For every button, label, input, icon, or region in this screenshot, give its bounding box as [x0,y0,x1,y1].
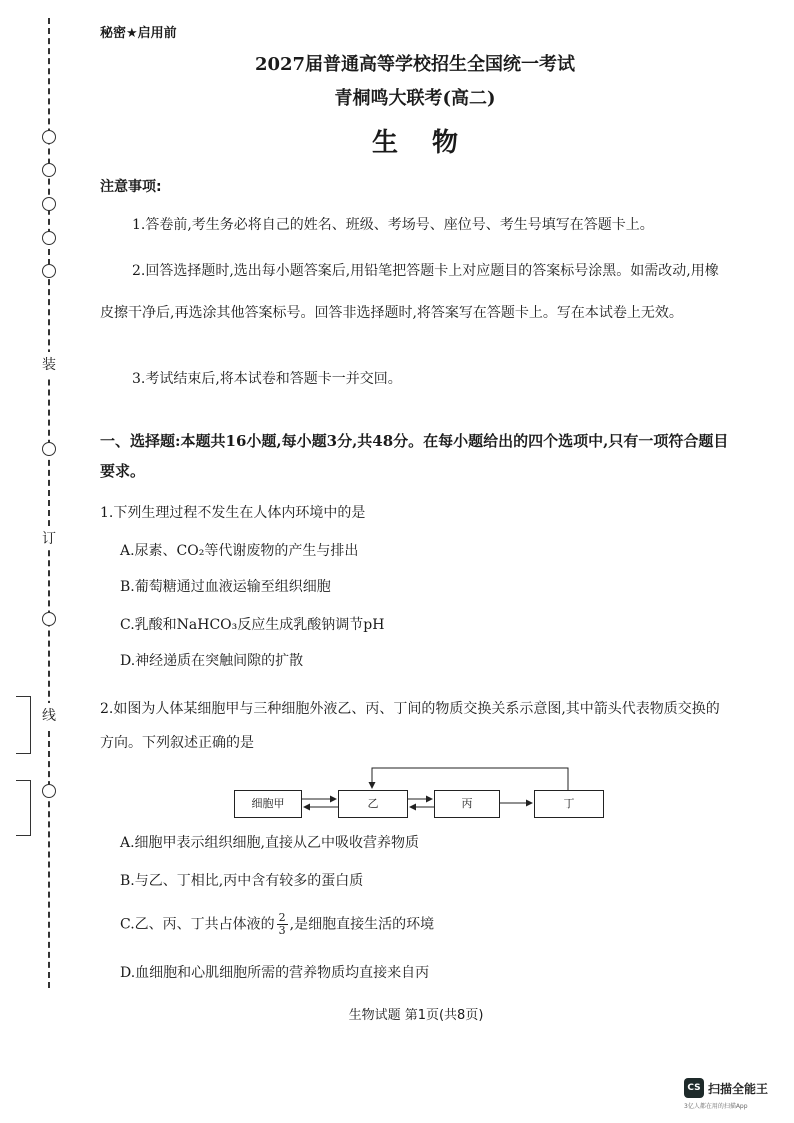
question-2-option-a: A.细胞甲表示组织细胞,直接从乙中吸收营养物质 [120,835,420,851]
notice-item-1: 1.答卷前,考生务必将自己的姓名、班级、考场号、座位号、考生号填写在答题卡上。 [132,217,654,233]
exchange-diagram [230,760,610,820]
box-cell-jia: 细胞甲 [234,790,302,818]
question-1-stem: 1.下列生理过程不发生在人体内环境中的是 [100,505,366,521]
binding-hole [42,612,56,626]
scanner-name: 扫描全能王 [708,1082,769,1096]
question-1-option-d: D.神经递质在突触间隙的扩散 [120,653,304,669]
scanner-tagline: 3亿人都在用的扫描App [684,1103,748,1110]
binding-hole [42,784,56,798]
question-2-option-d: D.血细胞和心肌细胞所需的营养物质均直接来自丙 [120,965,430,981]
arrow-ding-to-yi [372,768,568,790]
box-ding: 丁 [534,790,604,818]
secret-label: 秘密★启用前 [100,26,177,41]
notice-heading: 注意事项: [100,179,162,195]
binding-bracket [16,696,31,754]
question-1-option-c: C.乳酸和NaHCO₃反应生成乳酸钠调节pH [120,617,385,633]
fraction-two-thirds [277,912,288,937]
binding-hole [42,130,56,144]
box-bing: 丙 [434,790,500,818]
question-2-option-b: B.与乙、丁相比,丙中含有较多的蛋白质 [120,873,364,889]
binding-char-zhuang: 装 [42,352,56,376]
page-footer: 生物试题 第1页(共8页) [348,1008,484,1023]
subject-title: 生物 [371,128,492,158]
question-2-stem: 2.如图为人体某细胞甲与三种细胞外液乙、丙、丁间的物质交换关系示意图,其中箭头代表物质交换的方向。下列叙述正确的是 [100,701,720,751]
section-heading: 一、选择题:本题共16小题,每小题3分,共48分。在每小题给出的四个选项中,只有一项符合题目要求。 [100,432,729,480]
binding-char-xian: 线 [42,703,56,727]
exam-subtitle: 青桐鸣大联考(高二) [334,88,496,109]
notice-item-2: 2.回答选择题时,选出每小题答案后,用铅笔把答题卡上对应题目的答案标号涂黑。如需改动,用橡皮擦干净后,再选涂其他答案标号。回答非选择题时,将答案写在答题卡上。写在本试卷上无效。 [100,263,719,321]
scanner-badge [684,1078,784,1112]
binding-hole [42,163,56,177]
box-yi: 乙 [338,790,408,818]
notice-item-3: 3.考试结束后,将本试卷和答题卡一并交回。 [132,371,402,387]
option-c-text-post: ,是细胞直接生活的环境 [289,916,435,933]
question-1-option-b: B.葡萄糖通过血液运输至组织细胞 [120,579,331,595]
binding-hole [42,442,56,456]
binding-char-ding: 订 [42,526,56,550]
camscanner-logo-icon: CS [684,1078,704,1098]
exam-title: 2027届普通高等学校招生全国统一考试 [254,54,576,75]
binding-hole [42,197,56,211]
fraction-denominator: 3 [278,924,286,937]
question-1-option-a: A.尿素、CO₂等代谢废物的产生与排出 [120,543,359,559]
question-2-option-c [120,912,732,937]
binding-hole [42,231,56,245]
fraction-numerator: 2 [278,911,286,924]
binding-bracket [16,780,31,836]
binding-hole [42,264,56,278]
option-c-text-pre: C.乙、丙、丁共占体液的 [120,916,275,933]
